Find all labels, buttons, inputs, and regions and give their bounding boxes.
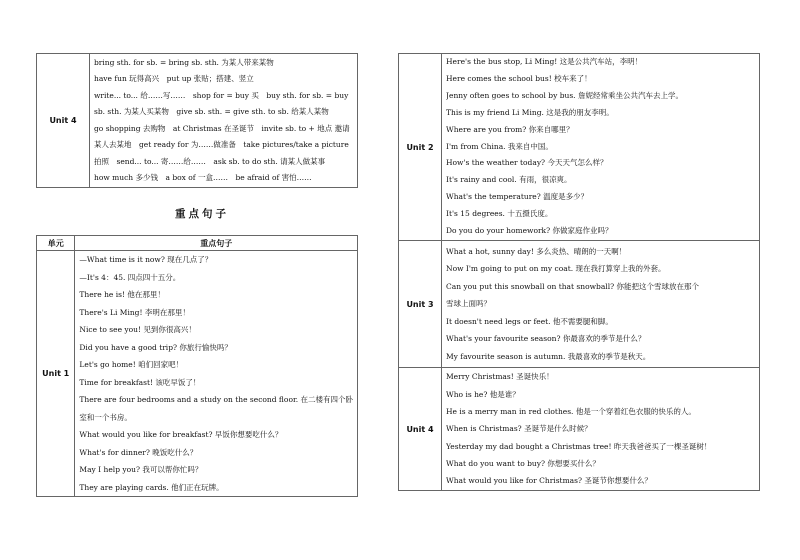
sentence-line: 某人去某地 get ready for 为……做准备 take pictures/take a picture (94, 140, 349, 149)
unit-2-label: Unit 2 (399, 54, 442, 241)
sentence-line: Who is he? 他是谁？ (446, 389, 520, 399)
sentence-line: It doesn't need legs or feet. 他不需要腿和脚。 (446, 316, 613, 326)
header-unit: 单元 (37, 236, 75, 251)
sentence-line: Did you have a good trip? 你旅行愉快吗？ (79, 342, 232, 352)
sentence-line: 拍照 send... to... 寄……给…… ask sb. to do sth. 请某人做某事 (94, 156, 326, 166)
sentence-line: He is a merry man in red clothes. 他是一个穿着红色衣服的快乐的人。 (446, 407, 696, 417)
sentence-line: Now I'm going to put on my coat. 现在我打算穿上我的外套。 (446, 264, 666, 274)
sentence-line: What would you like for Christmas? 圣诞节你想要什么？ (446, 476, 652, 486)
sentence-line: Merry Christmas! 圣诞快乐！ (446, 372, 554, 382)
unit-4-content (442, 368, 760, 491)
vocab-content (90, 54, 358, 188)
sentence-line: Jenny often goes to school by bus. 詹妮经常乘坐公共汽车去上学。 (446, 90, 683, 100)
sentence-line: What's your favourite season? 你最喜欢的季节是什么？ (446, 334, 646, 344)
sentences-table-left (36, 235, 358, 497)
unit-1-content (75, 251, 358, 497)
sentence-line: May I help you? 我可以帮你忙吗？ (79, 465, 203, 474)
sentence-line: What a hot, sunny day! 多么炎热、晴朗的一天啊！ (446, 246, 627, 256)
sentence-line: Time for breakfast! 该吃早饭了！ (79, 377, 201, 387)
sentences-table-right (398, 53, 760, 491)
sentence-line: What's for dinner? 晚饭吃什么？ (79, 447, 198, 457)
unit-4-label: Unit 4 (399, 368, 442, 491)
sentence-line: Here's the bus stop, Li Ming! 这是公共汽车站，李明！ (446, 57, 643, 67)
sentence-line: How's the weather today? 今天天气怎么样？ (446, 158, 608, 168)
sentence-line: how much 多少钱 a box of 一盒…… be afraid of 害怕…… (94, 173, 312, 182)
sentence-line: When is Christmas? 圣诞节是什么时候？ (446, 424, 592, 434)
sentence-line: I'm from China. 我来自中国。 (446, 141, 553, 151)
sentence-line: Do you do your homework? 你做家庭作业吗？ (446, 226, 613, 235)
header-sentences: 重点句子 (75, 236, 358, 251)
sentence-line: My favourite season is autumn. 我最喜欢的季节是秋天。 (446, 351, 651, 361)
unit-3-label: Unit 3 (399, 241, 442, 368)
sentence-line: There's Li Ming! 李明在那里！ (79, 307, 190, 317)
sentence-line: 室和一个书房。 (79, 412, 132, 422)
sentence-line: write... to... 给……写…… shop for = buy 买 buy sth. for sb. = buy (94, 90, 349, 100)
sentence-line: What do you want to buy? 你想要买什么？ (446, 458, 600, 468)
sentence-line: bring sth. for sb. = bring sb. sth. 为某人带来某物 (94, 57, 274, 67)
vocab-unit-label: Unit 4 (37, 54, 90, 188)
unit-3-content (442, 241, 760, 368)
sentence-line: have fun 玩得高兴 put up 张贴；搭建、竖立 (94, 74, 254, 83)
sentence-line: There he is! 他在那里！ (79, 290, 165, 299)
sentence-line: They are playing cards. 他们正在玩牌。 (79, 482, 224, 492)
sentence-line: It's rainy and cool. 有雨，很凉爽。 (446, 175, 572, 185)
sentence-line: —It's 4：45. 四点四十五分。 (79, 272, 181, 282)
sentence-line: go shopping 去购物 at Christmas 在圣诞节 invite sb. to + 地点 邀请 (94, 123, 350, 133)
sentence-line: Here comes the school bus! 校车来了！ (446, 73, 592, 83)
sentence-line: 雪球上面吗？ (446, 299, 491, 309)
sentence-line: It's 15 degrees. 十五摄氏度。 (446, 209, 553, 219)
sentence-line: sb. sth. 为某人买某物 give sb. sth. = give sth. to sb. 给某人某物 (94, 107, 329, 116)
sentence-line: Yesterday my dad bought a Christmas tree! 昨天我爸爸买了一棵圣诞树！ (446, 441, 712, 451)
section-title: 重点句子 (175, 208, 229, 220)
vocab-table (36, 53, 358, 188)
sentence-line: Nice to see you! 见到你很高兴！ (79, 325, 196, 334)
unit-2-content (442, 54, 760, 241)
sentence-line: Where are you from? 你来自哪里？ (446, 124, 574, 134)
sentence-line: What would you like for breakfast? 早饭你想要吃什么？ (79, 430, 283, 439)
sentence-line: There are four bedrooms and a study on the second floor. 在二楼有四个卧 (79, 395, 353, 404)
sentence-line: —What time is it now? 现在几点了？ (79, 255, 213, 264)
sentence-line: What's the temperature? 温度是多少？ (446, 192, 589, 202)
sentence-line: Can you put this snowball on that snowball? 你能把这个雪球放在那个 (446, 281, 699, 291)
unit-1-label: Unit 1 (37, 251, 75, 497)
sentence-line: Let's go home! 咱们回家吧！ (79, 360, 184, 369)
sentence-line: This is my friend Li Ming. 这是我的朋友李明。 (446, 107, 614, 117)
